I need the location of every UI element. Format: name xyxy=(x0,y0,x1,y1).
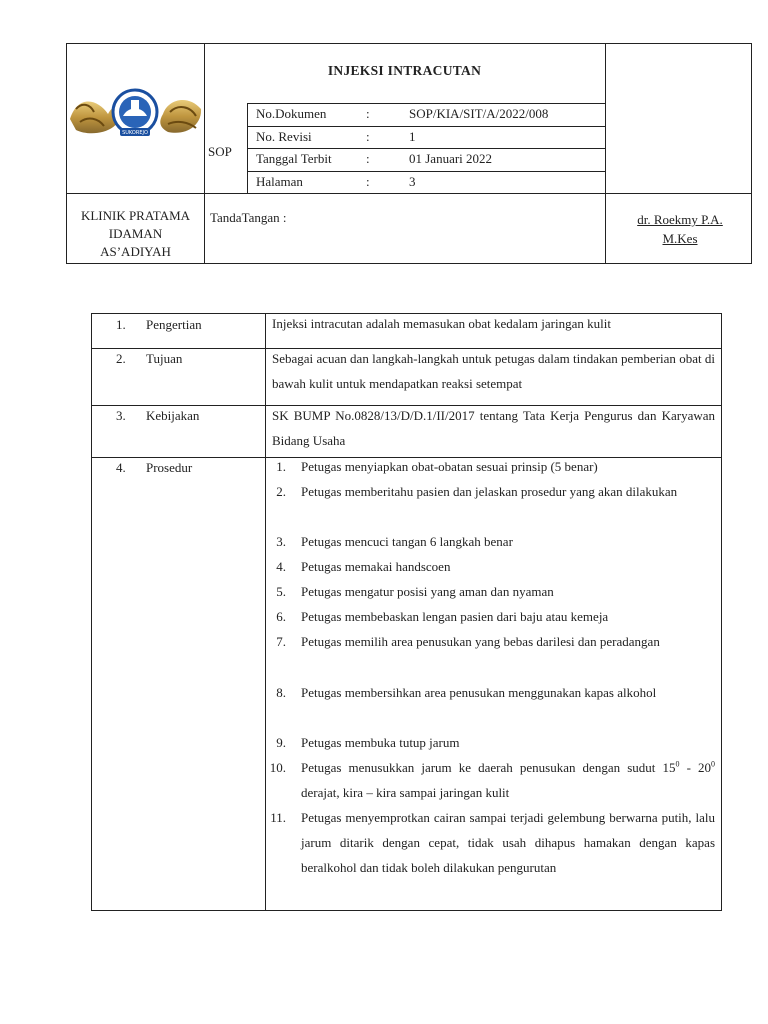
meta-value: 3 xyxy=(409,174,416,189)
step-text-part: derajat, kira – kira sampai jaringan kulit xyxy=(301,785,510,800)
meta-sep: : xyxy=(366,151,370,166)
step-number: 10. xyxy=(269,760,286,775)
step-number: 4. xyxy=(276,559,286,574)
step-number: 8. xyxy=(276,685,286,700)
clinic-name-line: AS’ADIYAH xyxy=(100,244,171,259)
doctor-name xyxy=(607,210,753,248)
step-text: Petugas menyemprotkan cairan sampai terjadi gelembung berwarna putih, lalu jarum ditarik dengan cepat, tidak usah dihapus hamakan dengan kapas beralkohol dan tidak boleh dilakukan pengurutan xyxy=(301,810,715,875)
step-number: 7. xyxy=(276,634,286,649)
step-text: Petugas memakai handscoen xyxy=(301,559,451,574)
section-number: 3. xyxy=(116,408,126,423)
clinic-logo xyxy=(68,64,203,156)
section-number: 2. xyxy=(116,351,126,366)
section-text-purpose: Sebagai acuan dan langkah-langkah untuk petugas dalam tindakan pemberian obat di bawah kulit untuk mendapatkan reaksi setempat xyxy=(272,351,715,391)
doctor-name-line: dr. Roekmy P.A. xyxy=(637,212,723,227)
procedure-table xyxy=(91,313,722,911)
section-label: Kebijakan xyxy=(146,408,200,423)
step-text: Petugas membebaskan lengan pasien dari baju atau kemeja xyxy=(301,609,609,624)
header-table xyxy=(66,43,752,264)
meta-row-document-number xyxy=(256,104,605,126)
meta-value: SOP/KIA/SIT/A/2022/008 xyxy=(409,106,549,121)
step-text: Petugas mengatur posisi yang aman dan nyaman xyxy=(301,584,554,599)
step-text-part: - 20 xyxy=(679,760,711,775)
meta-sep: : xyxy=(366,174,370,189)
signature-label: TandaTangan : xyxy=(210,210,287,225)
section-text-policy: SK BUMP No.0828/13/D/D.1/II/2017 tentang Tata Kerja Pengurus dan Karyawan Bidang Usaha xyxy=(272,408,715,448)
meta-key: Tanggal Terbit xyxy=(256,151,332,166)
step-number: 9. xyxy=(276,735,286,750)
meta-sep: : xyxy=(366,106,370,121)
step-number: 3. xyxy=(276,534,286,549)
step-text: Petugas memilih area penusukan yang bebas darilesi dan peradangan xyxy=(301,634,660,649)
step-number: 11. xyxy=(270,810,286,825)
clinic-name-line: IDAMAN xyxy=(108,226,163,241)
step-number: 5. xyxy=(276,584,286,599)
clinic-name-line: KLINIK PRATAMA xyxy=(80,208,191,223)
meta-key: Halaman xyxy=(256,174,303,189)
meta-value: 01 Januari 2022 xyxy=(409,151,493,166)
clinic-name xyxy=(67,207,204,261)
section-label: Tujuan xyxy=(146,351,183,366)
meta-value: 1 xyxy=(409,129,416,144)
step-text: Petugas mencuci tangan 6 langkah benar xyxy=(301,534,513,549)
document-title: INJEKSI INTRACUTAN xyxy=(327,63,482,78)
degree-superscript: 0 xyxy=(711,759,715,769)
step-number: 1. xyxy=(276,459,286,474)
meta-key: No. Revisi xyxy=(256,129,312,144)
step-text: Petugas memberitahu pasien dan jelaskan prosedur yang akan dilakukan xyxy=(301,484,678,499)
section-number: 1. xyxy=(116,317,126,332)
step-number: 2. xyxy=(276,484,286,499)
step-text: Petugas membersihkan area penusukan menggunakan kapas alkohol xyxy=(301,685,657,700)
degree-superscript: 0 xyxy=(675,759,680,769)
section-label: Prosedur xyxy=(146,460,193,475)
step-text: Petugas menyiapkan obat-obatan sesuai prinsip (5 benar) xyxy=(301,459,598,474)
step-text-part: Petugas menusukkan jarum ke daerah penusukan dengan sudut 15 xyxy=(301,760,676,775)
step-number: 6. xyxy=(276,609,286,624)
meta-row-page xyxy=(256,172,605,194)
meta-sep: : xyxy=(366,129,370,144)
sop-label: SOP xyxy=(208,144,232,159)
step-text xyxy=(301,755,715,805)
logo-text: SUKOREJO xyxy=(122,130,148,136)
step-text: Petugas membuka tutup jarum xyxy=(301,735,460,750)
meta-row-issue-date xyxy=(256,149,605,171)
section-text-definition: Injeksi intracutan adalah memasukan obat kedalam jaringan kulit xyxy=(272,316,611,331)
section-number: 4. xyxy=(116,460,126,475)
meta-row-revision xyxy=(256,127,605,149)
meta-key: No.Dokumen xyxy=(256,106,327,121)
doctor-name-line: M.Kes xyxy=(662,231,698,246)
section-label: Pengertian xyxy=(146,317,202,332)
